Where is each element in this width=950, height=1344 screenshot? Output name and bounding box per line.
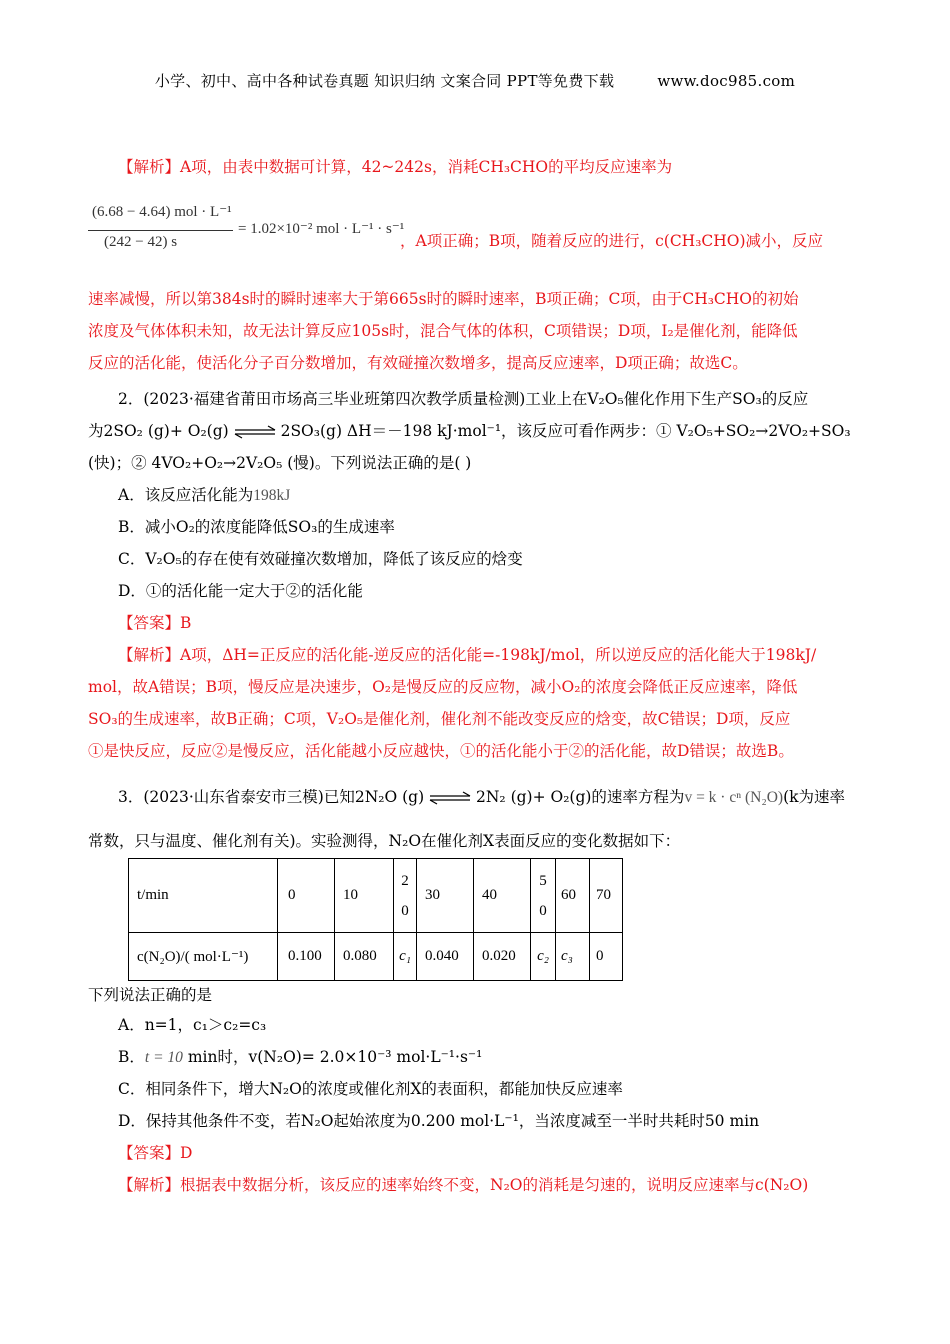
table-cell: 30: [417, 859, 474, 933]
table-cell: c(N₂O)/( mol·L⁻¹): [129, 933, 278, 981]
q2-option-a: A．该反应活化能为198kJ: [118, 486, 291, 504]
q3-option-a: A．n=1，c₁＞c₂=c₃: [118, 1016, 267, 1034]
q2-analysis-line3: SO₃的生成速率，故B正确；C项，V₂O₅是催化剂，催化剂不能改变反应的焓变，故C错误；D项，反应: [88, 710, 791, 728]
q2-option-c: C．V₂O₅的存在使有效碰撞次数增加，降低了该反应的焓变: [118, 550, 523, 568]
table-cell: 0.020: [474, 933, 531, 981]
q2-stem-line3: (快)；② 4VO₂+O₂→2V₂O₅ (慢)。下列说法正确的是( ): [88, 454, 472, 472]
equilibrium-arrow-icon: [234, 425, 276, 439]
q1-analysis-tag: 【解析】: [118, 158, 181, 176]
q1-analysis-line5: 反应的活化能，使活化分子百分数增加，有效碰撞次数增多，提高反应速率，D项正确；故选C。: [88, 354, 748, 372]
formula-numerator: (6.68 − 4.64) mol · L⁻¹: [92, 204, 232, 220]
formula-denominator: (242 − 42) s: [104, 234, 178, 250]
table-cell: 0.100: [278, 933, 335, 981]
q3-stem-line1: 3．(2023·山东省泰安市三模)已知2N₂O (g) 2N₂ (g)+ O₂(g)的速率方程为v = k · cⁿ (N₂O)(k为速率: [118, 788, 846, 806]
table-row: [129, 933, 623, 981]
formula-result: = 1.02×10⁻² mol · L⁻¹ · s⁻¹: [238, 221, 405, 237]
q1-analysis-line3: 速率减慢，所以第384s时的瞬时速率大于第665s时的瞬时速率，B项正确；C项，由于CH₃CHO的初始: [88, 290, 799, 308]
q3-option-c: C．相同条件下，增大N₂O的浓度或催化剂X的表面积，都能加快反应速率: [118, 1080, 623, 1098]
q3-stem-line2: 常数，只与温度、催化剂有关)。实验测得，N₂O在催化剂X表面反应的变化数据如下：: [88, 832, 681, 850]
page-header: [0, 70, 950, 91]
header-site-link[interactable]: www.doc985.com: [657, 72, 796, 90]
table-cell: 60: [556, 859, 590, 933]
q2-stem-line1: 2．(2023·福建省莆田市场高三毕业班第四次教学质量检测)工业上在V₂O₅催化作用下生产SO₃的反应: [118, 390, 809, 408]
q2-option-b: B．减小O₂的浓度能降低SO₃的生成速率: [118, 518, 395, 536]
q3-analysis-line1: 【解析】根据表中数据分析，该反应的速率始终不变，N₂O的消耗是匀速的，说明反应速率与c(N₂O): [118, 1176, 809, 1194]
q2-analysis-line2: mol，故A错误；B项，慢反应是决速步，O₂是慢反应的反应物，减小O₂的浓度会降低正反应速率，降低: [88, 678, 798, 696]
table-cell: 40: [474, 859, 531, 933]
q2-analysis-line4: ①是快反应，反应②是慢反应，活化能越小反应越快，①的活化能小于②的活化能，故D错误；故选B。: [88, 742, 794, 760]
header-text: 小学、初中、高中各种试卷真题 知识归纳 文案合同 PPT等免费下载: [154, 72, 615, 90]
q1-analysis-line4: 浓度及气体体积未知，故无法计算反应105s时，混合气体的体积，C项错误；D项，I₂是催化剂，能降低: [88, 322, 798, 340]
rate-equation: v = k · cⁿ (N₂O): [684, 789, 784, 806]
table-cell: 0.040: [417, 933, 474, 981]
table-cell: 0: [590, 933, 623, 981]
equilibrium-arrow-icon: [429, 791, 471, 805]
table-cell: c₃: [556, 933, 590, 981]
table-cell: 0: [278, 859, 335, 933]
n2o-data-table: [128, 858, 623, 981]
q3-answer: 【答案】D: [118, 1144, 193, 1162]
table-cell: 70: [590, 859, 623, 933]
q3-option-b: B．t = 10 min时，v(N₂O)= 2.0×10⁻³ mol·L⁻¹·s⁻¹: [118, 1048, 483, 1066]
table-cell: c₁: [394, 933, 417, 981]
q3-option-d: D．保持其他条件不变，若N₂O起始浓度为0.200 mol·L⁻¹，当浓度减至一半时共耗时50 min: [118, 1112, 760, 1130]
table-cell: t/min: [129, 859, 278, 933]
table-cell: 10: [335, 859, 394, 933]
fraction-bar: [88, 230, 233, 231]
q1-analysis-line1: 【解析】A项，由表中数据可计算，42~242s，消耗CH₃CHO的平均反应速率为: [118, 158, 673, 176]
q1-analysis-line2: ，A项正确；B项，随着反应的进行，c(CH₃CHO)减小，反应: [400, 232, 824, 250]
table-cell: 50: [531, 859, 556, 933]
q2-analysis-line1: 【解析】A项，ΔH=正反应的活化能-逆反应的活化能=-198kJ/mol，所以逆反应的活化能大于198kJ/: [118, 646, 817, 664]
q3-prompt: 下列说法正确的是: [88, 986, 213, 1004]
table-cell: 20: [394, 859, 417, 933]
table-cell: 0.080: [335, 933, 394, 981]
q1-rate-formula: [88, 200, 408, 264]
q2-option-d: D．①的活化能一定大于②的活化能: [118, 582, 363, 600]
q2-stem-line2: 为2SO₂ (g)+ O₂(g) 2SO₃(g) ΔH＝－198 kJ·mol⁻¹，该反应可看作两步：① V₂O₅+SO₂→2VO₂+SO₃: [88, 422, 851, 440]
table-cell: c₂: [531, 933, 556, 981]
table-row: [129, 859, 623, 933]
q2-answer: 【答案】B: [118, 614, 192, 632]
